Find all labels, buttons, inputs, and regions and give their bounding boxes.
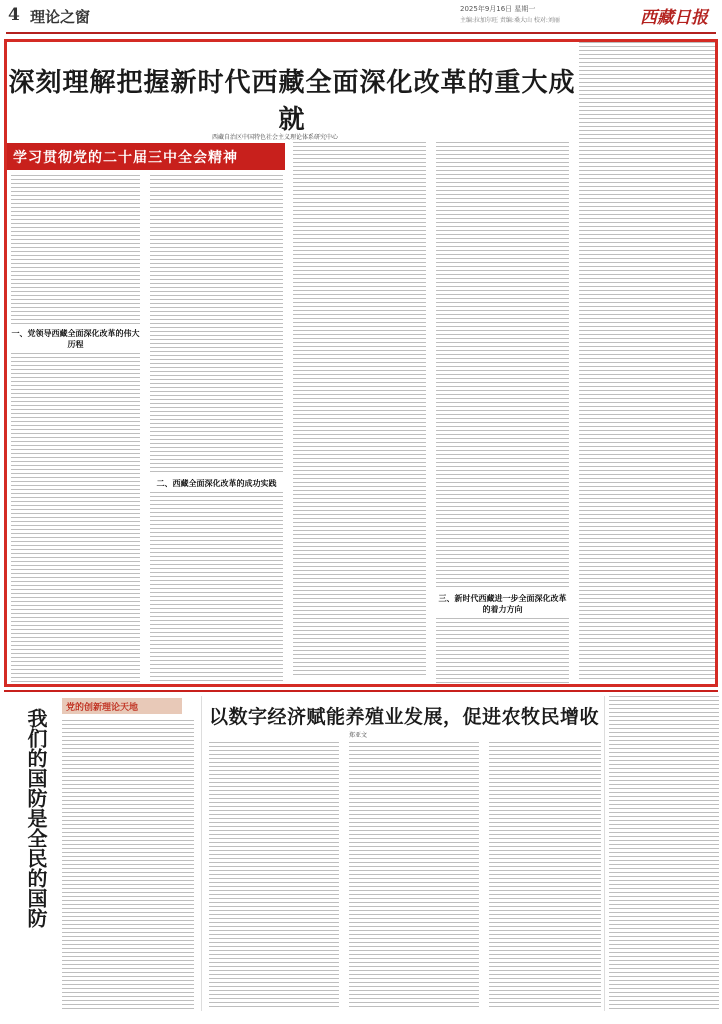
issue-date: 2025年9月16日 星期一 [460, 5, 536, 13]
text-block [11, 353, 140, 683]
text-block [579, 42, 715, 682]
column-name: 理论之窗 [30, 8, 91, 26]
second-article-author: 郑亚文 [349, 732, 368, 739]
section-rule [4, 690, 718, 692]
feature-article [4, 39, 718, 687]
feature-column-5 [579, 42, 715, 684]
text-block [150, 175, 283, 475]
text-block [436, 618, 569, 687]
header-rule [6, 32, 716, 34]
section-heading: 二、西藏全面深化改革的成功实践 [156, 479, 277, 488]
vertical-headline: 我们的国防是全民的国防 [24, 708, 48, 928]
feature-title: 深刻理解把握新时代西藏全面深化改革的重大成就 [8, 68, 576, 135]
column-tag: 党的创新理论天地 [62, 698, 182, 714]
text-block [436, 142, 569, 590]
text-block [11, 175, 140, 325]
text-block [293, 142, 426, 677]
newspaper-masthead: 西藏日报 [640, 8, 708, 28]
text-block [349, 742, 479, 1010]
lower-column-4 [489, 742, 601, 1010]
text-block [489, 742, 601, 1010]
text-block [150, 492, 283, 682]
lower-column-1 [62, 720, 194, 1010]
text-block [609, 696, 719, 1010]
feature-column-4 [436, 142, 569, 684]
page-number: 4 [8, 5, 20, 25]
lower-column-3 [349, 742, 479, 1010]
lower-column-5 [609, 696, 719, 1010]
feature-column-1 [7, 175, 140, 684]
feature-column-3 [293, 142, 426, 684]
column-divider [201, 696, 202, 1011]
column-divider [604, 696, 605, 1011]
text-block [62, 720, 194, 1010]
lower-section [4, 690, 718, 1020]
section-heading: 三、新时代西藏进一步全面深化改革的着力方向 [438, 594, 567, 614]
topic-banner: 学习贯彻党的二十届三中全会精神 [7, 143, 285, 170]
second-article-title: 以数字经济赋能养殖业发展，促进农牧民增收 [209, 706, 600, 728]
lower-column-2 [209, 742, 339, 1010]
editor-line: 主编:拉加尔旺 责编:桑大山 校对:刘丽 [460, 17, 560, 24]
page-header [0, 0, 722, 34]
feature-author: 西藏自治区中国特色社会主义理论体系研究中心 [212, 134, 339, 141]
feature-column-2 [150, 175, 283, 684]
section-heading: 一、党领导西藏全面深化改革的伟大历程 [11, 329, 140, 349]
text-block [209, 742, 339, 1010]
